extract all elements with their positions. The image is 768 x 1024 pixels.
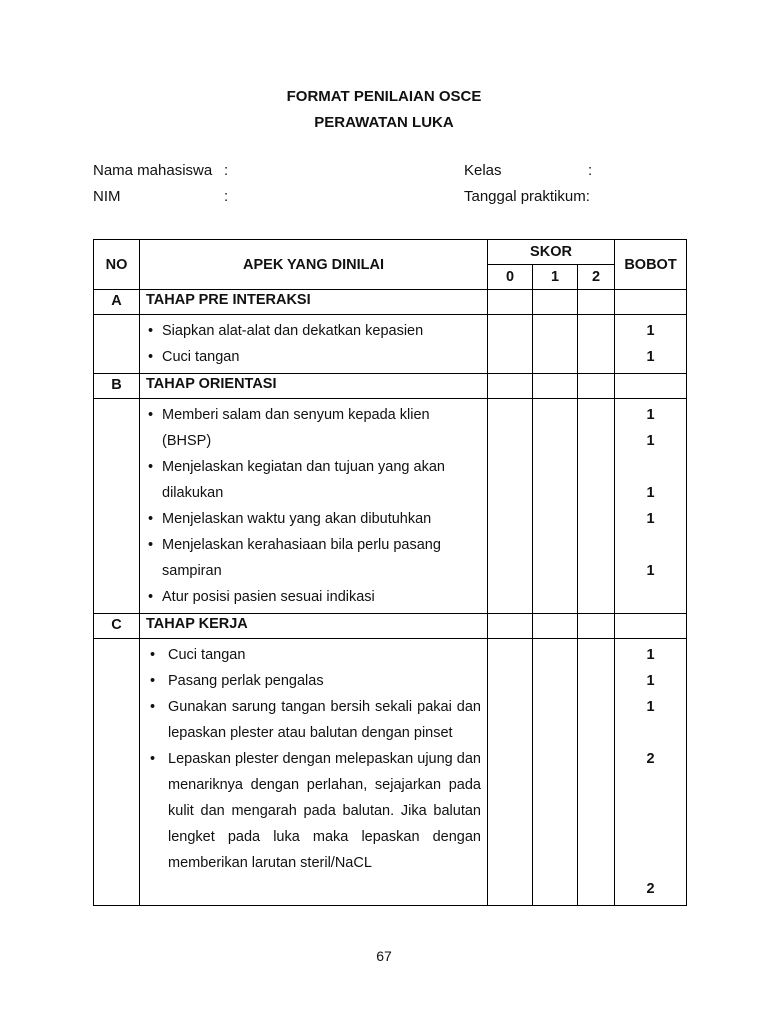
score-cell[interactable] — [488, 315, 533, 374]
bobot-cell: 1 1 1 2 2 — [615, 639, 687, 906]
assessment-table — [93, 239, 687, 906]
score-cell[interactable] — [488, 374, 533, 399]
form-title: FORMAT PENILAIAN OSCE — [286, 88, 482, 105]
score-cell[interactable] — [533, 290, 578, 315]
score-cell[interactable] — [488, 639, 533, 906]
items-cell — [140, 315, 488, 374]
score-cell[interactable] — [578, 614, 615, 639]
items-row-b — [94, 399, 687, 614]
list-item-continuation: (BHSP) — [162, 433, 212, 449]
section-letter: B — [94, 374, 140, 399]
kelas-label: Kelas — [464, 162, 502, 179]
score-cell[interactable] — [578, 399, 615, 614]
section-letter: C — [94, 614, 140, 639]
header-skor-0: 0 — [488, 265, 533, 290]
list-item: • Menjelaskan kegiatan dan tujuan yang akan — [148, 459, 445, 475]
score-cell[interactable] — [578, 315, 615, 374]
score-cell[interactable] — [533, 399, 578, 614]
items-row-a — [94, 315, 687, 374]
list-item: • Menjelaskan kerahasiaan bila perlu pasang — [148, 537, 441, 553]
tanggal-label: Tanggal praktikum: — [464, 188, 590, 205]
list-item: • Pasang perlak pengalas — [150, 673, 324, 689]
score-cell[interactable] — [578, 290, 615, 315]
header-skor-2: 2 — [578, 265, 615, 290]
section-title: TAHAP KERJA — [140, 614, 488, 639]
list-item-continuation: dilakukan — [162, 485, 224, 501]
list-item: • Memberi salam dan senyum kepada klien — [148, 407, 430, 423]
nim-label: NIM — [93, 188, 121, 205]
nim-colon: : — [224, 188, 229, 205]
items-cell — [140, 399, 488, 614]
items-row-c — [94, 639, 687, 906]
header-no: NO — [94, 240, 140, 290]
score-cell[interactable] — [533, 374, 578, 399]
nama-label: Nama mahasiswa — [93, 162, 213, 179]
section-letter: A — [94, 290, 140, 315]
list-item-continuation: sampiran — [162, 563, 222, 579]
score-cell[interactable] — [578, 639, 615, 906]
list-item: • Cuci tangan — [148, 349, 240, 365]
score-cell[interactable] — [488, 290, 533, 315]
header-bobot: BOBOT — [615, 240, 687, 290]
bobot-cell: 1 1 1 1 1 — [615, 399, 687, 614]
list-item: • Cuci tangan — [150, 647, 246, 663]
bobot-cell: 1 1 — [615, 315, 687, 374]
list-item: • Siapkan alat-alat dan dekatkan kepasien — [148, 323, 424, 339]
kelas-colon: : — [588, 162, 593, 179]
score-cell[interactable] — [533, 639, 578, 906]
list-item: • Gunakan sarung tangan bersih sekali pakai dan lepaskan plester atau balutan dengan pinset — [150, 699, 481, 741]
items-cell — [140, 639, 488, 906]
section-row-a — [94, 290, 687, 315]
section-title: TAHAP PRE INTERAKSI — [140, 290, 488, 315]
header-aspek: APEK YANG DINILAI — [140, 240, 488, 290]
score-cell[interactable] — [533, 315, 578, 374]
header-skor: SKOR — [488, 240, 615, 265]
score-cell[interactable] — [488, 614, 533, 639]
header-skor-1: 1 — [533, 265, 578, 290]
form-subtitle: PERAWATAN LUKA — [314, 114, 454, 131]
list-item: • Atur posisi pasien sesuai indikasi — [148, 589, 375, 605]
section-row-b — [94, 374, 687, 399]
section-title: TAHAP ORIENTASI — [140, 374, 488, 399]
score-cell[interactable] — [488, 399, 533, 614]
section-row-c — [94, 614, 687, 639]
page-number: 67 — [376, 948, 392, 964]
score-cell[interactable] — [578, 374, 615, 399]
list-item: • Lepaskan plester dengan melepaskan ujung dan menariknya dengan perlahan, sejajarkan pada kulit dan mengarah pada balutan. Jika balutan lengket pada luka maka lepaskan dengan memberikan larutan steril/NaCL — [150, 751, 481, 871]
score-cell[interactable] — [533, 614, 578, 639]
nama-colon: : — [224, 162, 229, 179]
list-item: • Menjelaskan waktu yang akan dibutuhkan — [148, 511, 432, 527]
